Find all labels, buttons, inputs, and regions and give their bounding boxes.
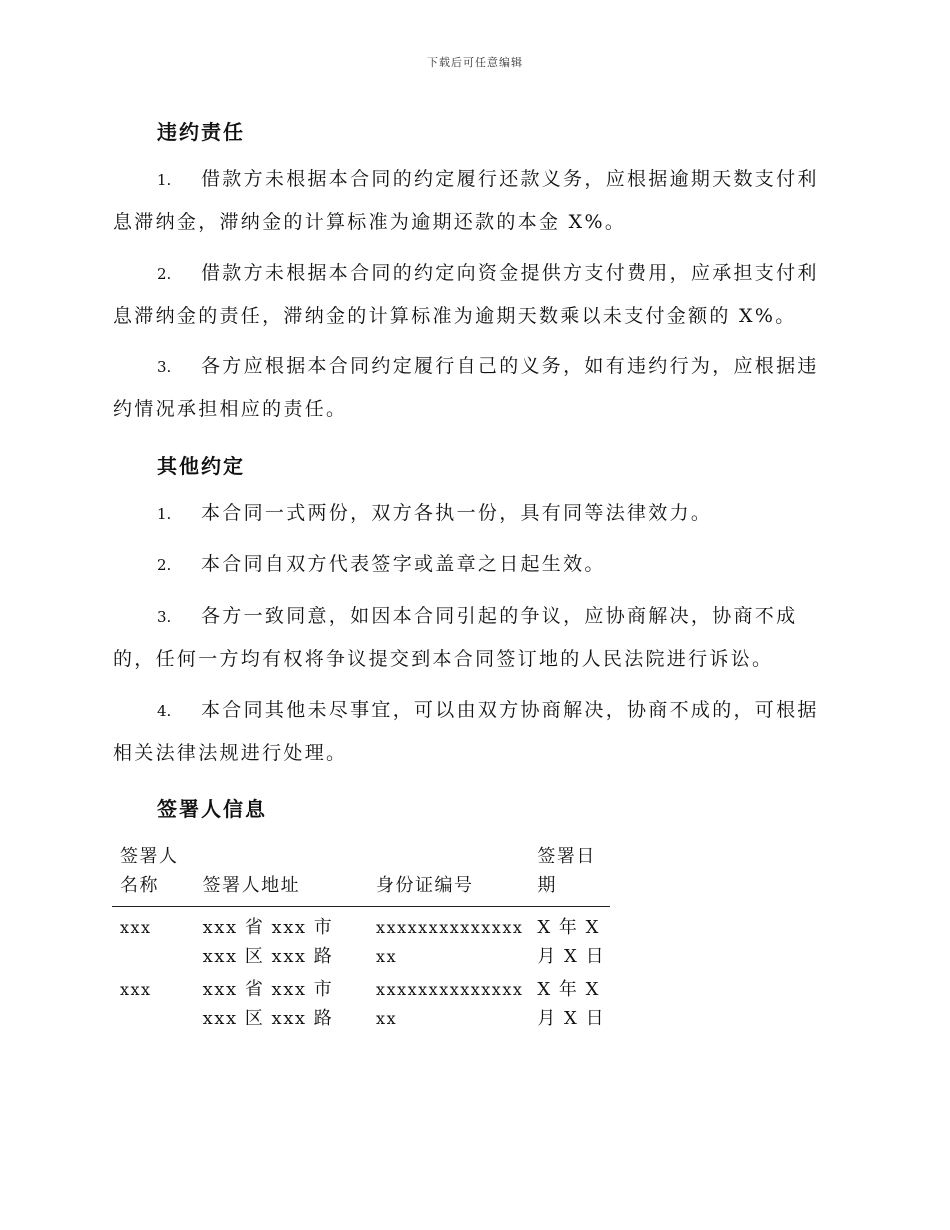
signer-id-cell: xxxxxxxxxxxxxxxx: [376, 980, 524, 1028]
clause-number: 3.: [157, 608, 172, 626]
column-header-address: 签署人地址: [195, 842, 368, 907]
clause-text: 各方一致同意，如因本合同引起的争议，应协商解决，协商不成的，任何一方均有权将争议提交到本合同签订地的人民法院进行诉讼。: [113, 605, 798, 670]
clause-number: 2.: [157, 265, 172, 283]
other-clause-3: [113, 595, 833, 680]
table-header-row: [112, 842, 610, 907]
clause-text: 本合同其他未尽事宜，可以由双方协商解决，协商不成的，可根据相关法律法规进行处理。: [113, 699, 819, 764]
column-header-id: 身份证编号: [368, 842, 529, 907]
column-header-name: 签署人名称: [112, 842, 195, 907]
other-clause-1: [113, 492, 833, 535]
section-title-signers: 签署人信息: [157, 797, 267, 821]
clause-number: 1.: [157, 505, 172, 523]
signer-name-cell: xxx: [120, 980, 152, 999]
clause-text: 各方应根据本合同约定履行自己的义务，如有违约行为，应根据违约情况承担相应的责任。: [113, 355, 819, 420]
clause-number: 4.: [157, 702, 172, 720]
signer-id-cell: xxxxxxxxxxxxxxxx: [376, 918, 524, 966]
breach-clause-1: [113, 158, 833, 243]
section-title-breach: 违约责任: [157, 120, 245, 144]
page-header: 下载后可任意编辑: [427, 56, 523, 69]
signer-date-cell: X 年 X 月 X 日: [537, 917, 606, 967]
signer-address-cell: xxx 省 xxx 市 xxx 区 xxx 路: [202, 917, 334, 967]
table-row: [112, 975, 610, 1037]
clause-number: 2.: [157, 556, 172, 574]
clause-number: 1.: [157, 171, 172, 189]
signer-date-cell: X 年 X 月 X 日: [537, 979, 606, 1029]
signer-name-cell: xxx: [120, 918, 152, 937]
clause-number: 3.: [157, 358, 172, 376]
clause-text: 本合同一式两份，双方各执一份，具有同等法律效力。: [201, 502, 713, 524]
breach-clause-3: [113, 345, 833, 430]
table-row: [112, 907, 610, 976]
clause-text: 借款方未根据本合同的约定履行还款义务，应根据逾期天数支付利息滞纳金，滞纳金的计算标准为逾期还款的本金 X%。: [113, 168, 819, 233]
breach-clause-2: [113, 252, 833, 337]
other-clause-2: [113, 543, 833, 586]
signer-table: [112, 842, 610, 1037]
section-title-other: 其他约定: [157, 454, 245, 478]
signer-address-cell: xxx 省 xxx 市 xxx 区 xxx 路: [202, 979, 334, 1029]
column-header-date: 签署日期: [529, 842, 610, 907]
clause-text: 本合同自双方代表签字或盖章之日起生效。: [201, 553, 606, 575]
clause-text: 借款方未根据本合同的约定向资金提供方支付费用，应承担支付利息滞纳金的责任，滞纳金的计算标准为逾期天数乘以未支付金额的 X%。: [113, 262, 819, 327]
other-clause-4: [113, 689, 833, 774]
